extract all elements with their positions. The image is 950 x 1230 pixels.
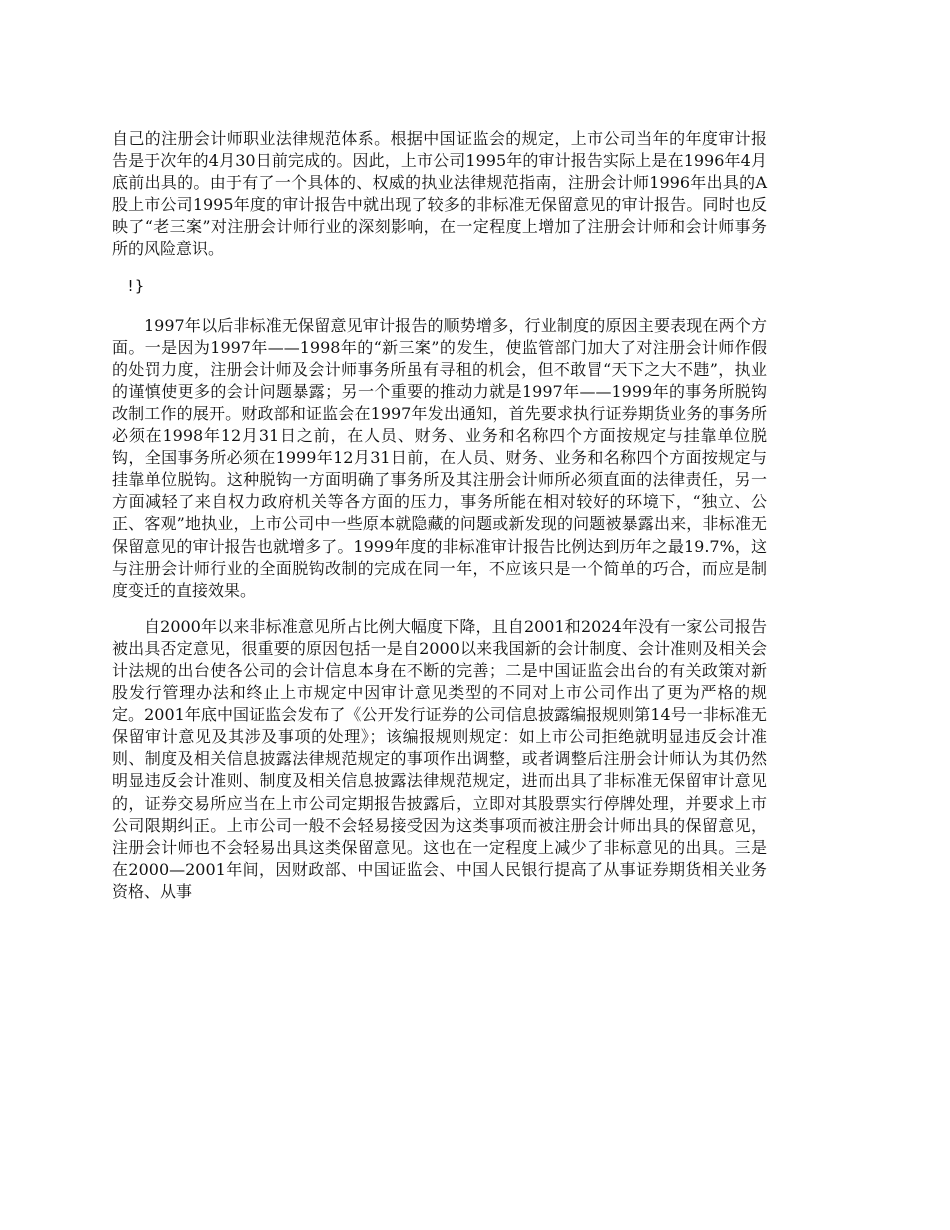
- paragraph-1997-increase-reasons: 1997年以后非标准无保留意见审计报告的顺势增多，行业制度的原因主要表现在两个方面。一是因为1997年——1998年的“新三案”的发生，使监管部门加大了对注册会计师作假的处罚力度，注册会计师及会计师事务所虽有寻租的机会，但不敢冒“天下之大不韪”，执业的谨慎使更多的会计问题暴露；另一个重要的推动力就是1997年——1999年的事务所脱钩改制工作的展开。财政部和证监会在1997年发出通知，首先要求执行证券期货业务的事务所必须在1998年12月31日之前，在人员、财务、业务和名称四个方面按规定与挂靠单位脱钩，全国事务所必须在1999年12月31日前，在人员、财务、业务和名称四个方面按规定与挂靠单位脱钩。这种脱钩一方面明确了事务所及其注册会计师所必须直面的法律责任，另一方面减轻了来自权力政府机关等各方面的压力，事务所能在相对较好的环境下，“独立、公正、客观”地执业，上市公司中一些原本就隐藏的问题或新发现的问题被暴露出来，非标准无保留意见的审计报告也就增多了。1999年度的非标准审计报告比例达到历年之最19.7%，这与注册会计师行业的全面脱钩改制的完成在同一年，不应该只是一个简单的巧合，而应是制度变迁的直接效果。: [112, 315, 767, 600]
- paragraph-audit-regulation-1995: 自己的注册会计师职业法律规范体系。根据中国证监会的规定，上市公司当年的年度审计报告是于次年的4月30日前完成的。因此，上市公司1995年的审计报告实际上是在1996年4月底前出具的。由于有了一个具体的、权威的执业法律规范指南，注册会计师1996年出具的A股上市公司1995年度的审计报告中就出现了较多的非标准无保留意见的审计报告。同时也反映了“老三案”对注册会计师行业的深刻影响，在一定程度上增加了注册会计师和会计师事务所的风险意识。: [112, 129, 767, 259]
- stray-text-mark: !}: [126, 276, 145, 295]
- document-page: [112, 128, 767, 903]
- paragraph-2000-decline-reasons: 自2000年以来非标准意见所占比例大幅度下降，且自2001和2024年没有一家公司报告被出具否定意见，很重要的原因包括一是自2000以来我国新的会计制度、会计准则及相关会计法规的出台使各公司的会计信息本身在不断的完善；二是中国证监会出台的有关政策对新股发行管理办法和终止上市规定中因审计意见类型的不同对上市公司作出了更为严格的规定。2001年底中国证监会发布了《公开发行证券的公司信息披露编报规则第14号一非标准无保留审计意见及其涉及事项的处理》；该编报规则规定：如上市公司拒绝就明显违反会计准则、制度及相关信息披露法律规范规定的事项作出调整，或者调整后注册会计师认为其仍然明显违反会计准则、制度及相关信息披露法律规范规定，进而出具了非标准无保留审计意见的，证券交易所应当在上市公司定期报告披露后，立即对其股票实行停牌处理，并要求上市公司限期纠正。上市公司一般不会轻易接受因为这类事项而被注册会计师出具的保留意见，注册会计师也不会轻易出具这类保留意见。这也在一定程度上减少了非标意见的出具。三是在2000—2001年间，因财政部、中国证监会、中国人民银行提高了从事证券期货相关业务资格、从事: [112, 616, 767, 901]
